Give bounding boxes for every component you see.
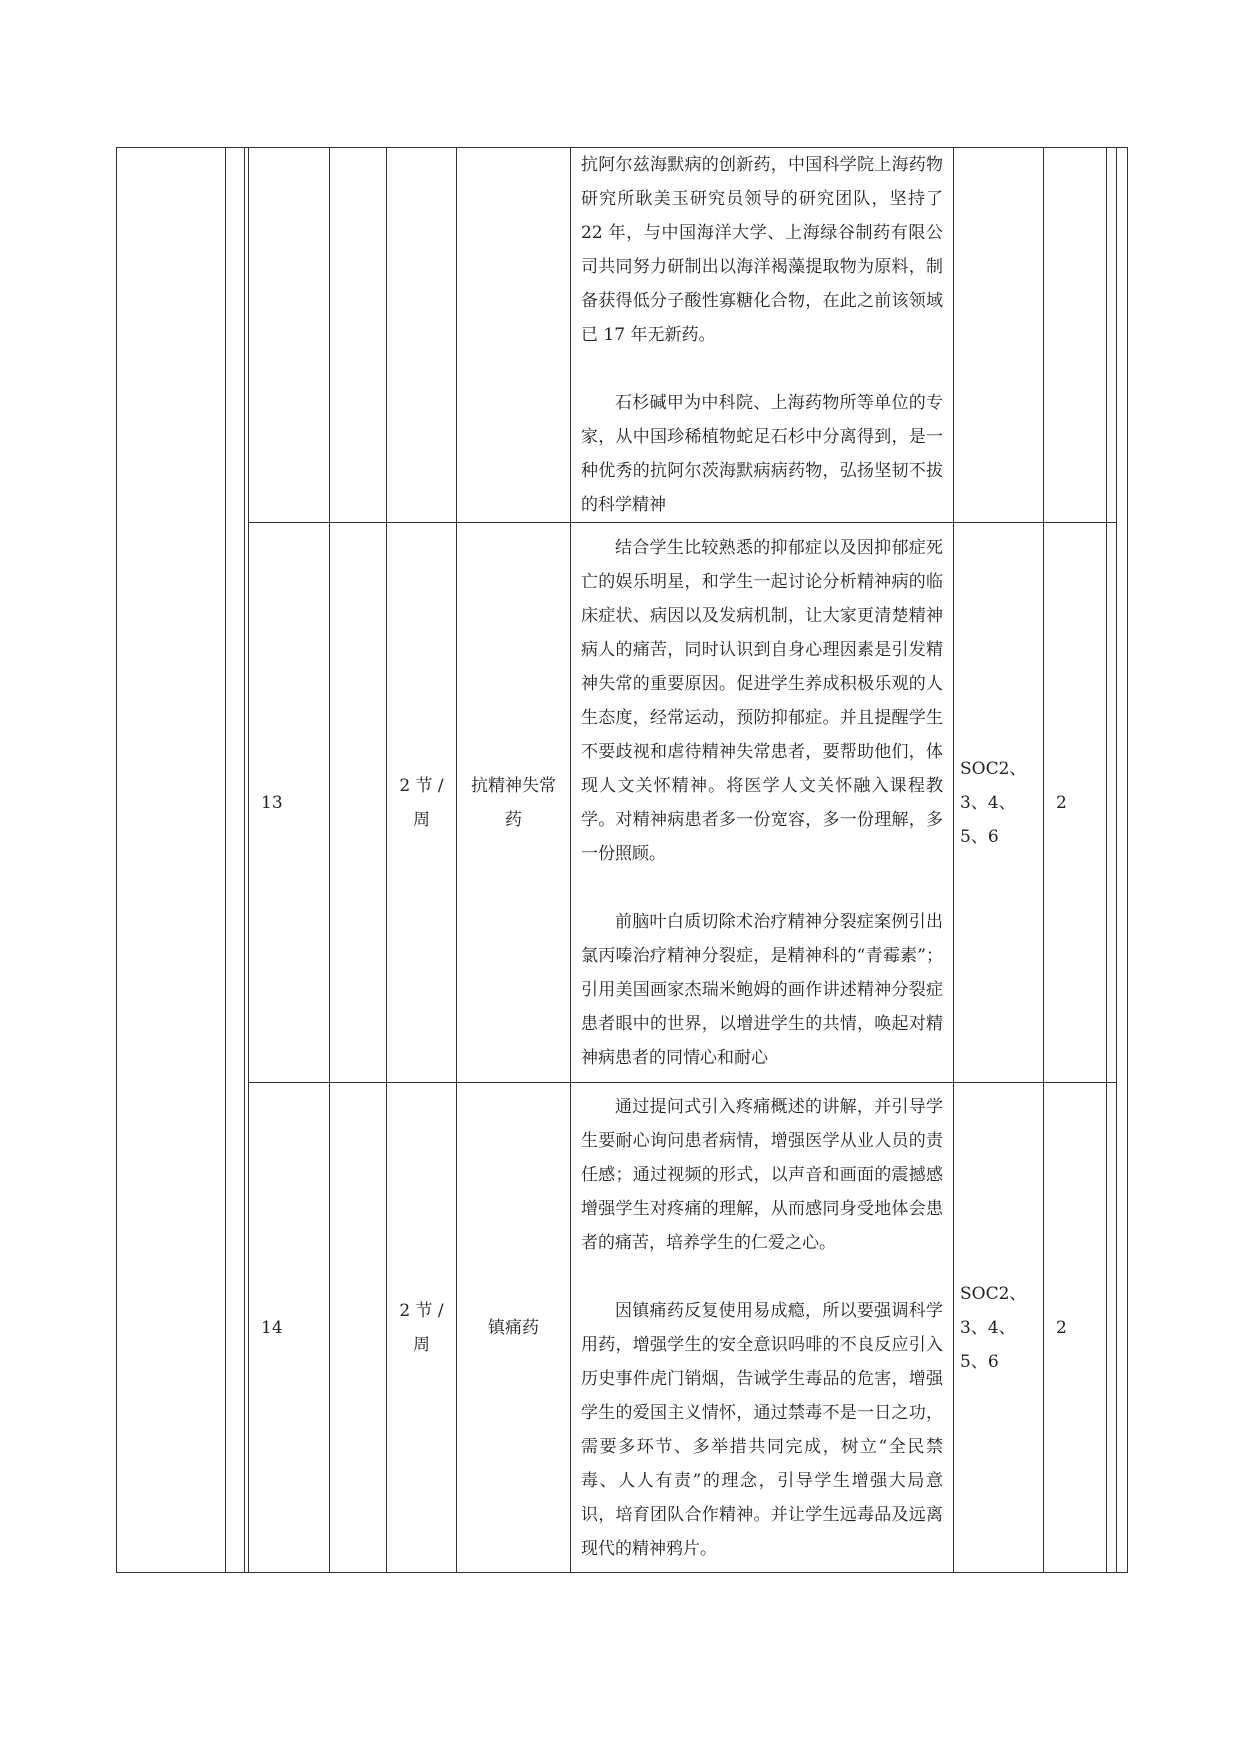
table-row — [117, 148, 1128, 523]
content-paragraph: 石杉碱甲为中科院、上海药物所等单位的专家，从中国珍稀植物蛇足石杉中分离得到，是一种优秀的抗阿尔茨海默病病药物，弘扬坚韧不拔的科学精神 — [581, 393, 943, 515]
hours-cell: 2 节 / 周 — [387, 1083, 457, 1573]
soc-cell: SOC2、3、4、5、6 — [954, 523, 1044, 1083]
level-cell — [1044, 148, 1107, 523]
table-row — [117, 523, 1128, 1083]
narrow-cell — [1107, 148, 1117, 523]
narrow-cell — [1107, 523, 1117, 1083]
content-paragraph: 前脑叶白质切除术治疗精神分裂症案例引出氯丙嗪治疗精神分裂症，是精神科的“青霉素”；引用美国画家杰瑞米鲍姆的画作讲述精神分裂症患者眼中的世界，以增进学生的共情，唤起对精神病患者的同情心和耐心 — [581, 911, 943, 1068]
hours-cell: 2 节 / 周 — [387, 523, 457, 1083]
hours-cell — [387, 148, 457, 523]
soc-cell: SOC2、3、4、5、6 — [954, 1083, 1044, 1573]
ideology-content-cell — [571, 523, 954, 1083]
week-number-cell: 13 — [249, 523, 330, 1083]
empty-cell — [330, 523, 387, 1083]
topic-cell: 镇痛药 — [457, 1083, 571, 1573]
edge-cell — [1117, 148, 1128, 1573]
empty-cell — [330, 148, 387, 523]
category-cell — [117, 148, 226, 1573]
level-cell: 2 — [1044, 523, 1107, 1083]
table-row — [117, 1083, 1128, 1573]
content-paragraph: 抗阿尔兹海默病的创新药，中国科学院上海药物研究所耿美玉研究员领导的研究团队，坚持了 22 年，与中国海洋大学、上海绿谷制药有限公司共同努力研制出以海洋褐藻提取物为原料，制备获得低分子酸性寡糖化合物，在此之前该领域已 17 年无新药。 — [581, 155, 943, 345]
ideology-content-cell — [571, 148, 954, 523]
narrow-cell — [1107, 1083, 1117, 1573]
level-cell: 2 — [1044, 1083, 1107, 1573]
week-number-cell — [249, 148, 330, 523]
ideology-content-cell — [571, 1083, 954, 1573]
empty-cell — [330, 1083, 387, 1573]
week-number-cell: 14 — [249, 1083, 330, 1573]
soc-cell — [954, 148, 1044, 523]
sub-category-cell — [226, 148, 245, 1573]
content-paragraph: 结合学生比较熟悉的抑郁症以及因抑郁症死亡的娱乐明星，和学生一起讨论分析精神病的临床症状、病因以及发病机制，让大家更清楚精神病人的痛苦，同时认识到自身心理因素是引发精神失常的重要原因。促进学生养成积极乐观的人生态度，经常运动，预防抑郁症。并且提醒学生不要歧视和虐待精神失常患者，要帮助他们，体现人文关怀精神。将医学人文关怀融入课程教学。对精神病患者多一份宽容，多一份理解，多一份照顾。 — [581, 537, 943, 864]
content-paragraph: 通过提问式引入疼痛概述的讲解，并引导学生要耐心询问患者病情，增强医学从业人员的责任感；通过视频的形式，以声音和画面的震撼感增强学生对疼痛的理解，从而感同身受地体会患者的痛苦，培养学生的仁爱之心。 — [581, 1096, 943, 1253]
topic-cell — [457, 148, 571, 523]
topic-cell: 抗精神失常药 — [457, 523, 571, 1083]
content-paragraph: 因镇痛药反复使用易成瘾，所以要强调科学用药，增强学生的安全意识吗啡的不良反应引入历史事件虎门销烟，告诫学生毒品的危害，增强学生的爱国主义情怀，通过禁毒不是一日之功，需要多环节、多举措共同完成，树立“全民禁毒、人人有责”的理念，引导学生增强大局意识，培育团队合作精神。并让学生远毒品及远离现代的精神鸦片。 — [581, 1300, 943, 1559]
course-ideology-table — [116, 147, 1128, 1573]
